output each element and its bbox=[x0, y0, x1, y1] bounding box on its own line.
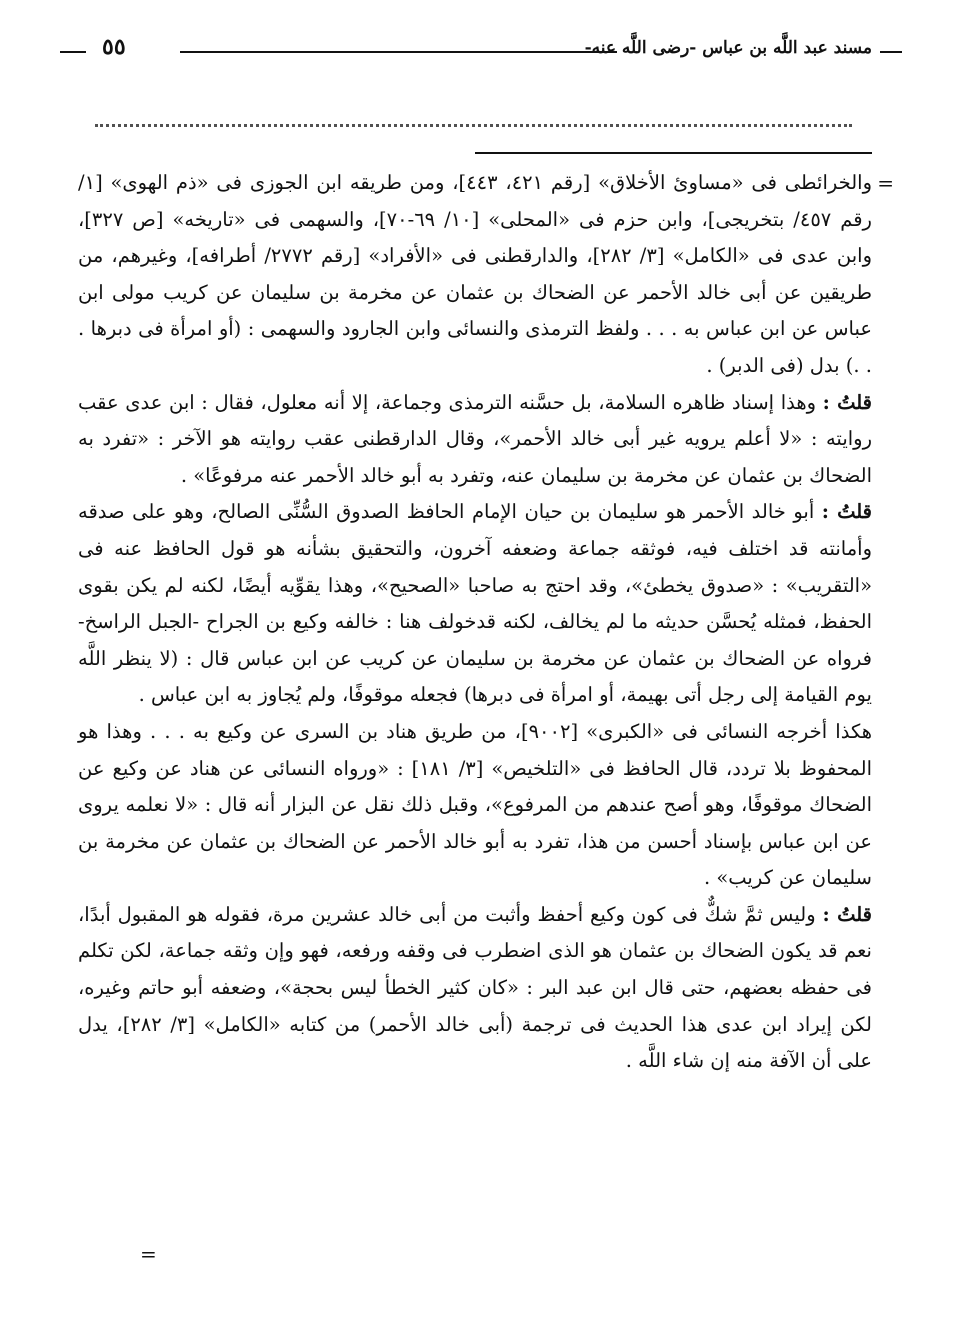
paragraph-lead: قلتُ : bbox=[822, 902, 872, 926]
continuation-mark-end: = bbox=[140, 1242, 157, 1266]
paragraph-lead: قلتُ : bbox=[822, 390, 872, 414]
paragraph-text: وليس ثمَّ شكٌّ فى كون وكيع أحفظ وأثبت من أبى خالد عشرين مرة، فقوله هو المقبول أبدًا، نعم قد يكون الضحاك بن عثمان هو الذى اضطرب فى وقفه ورفعه، فهو وإن وثقه جماعة، لكن تكلم فى حفظه بعضهم، حتى قال ابن عبد البر : «كان كثير الخطأ ليس بحجة»، وضعفه أبو حاتم وغيره، لكن إيراد ابن عدى هذا الحديث فى ترجمة (أبى خالد الأحمر) من كتابه «الكامل» [٣/ ٢٨٢]، يدل على أن الآفة منه إن شاء اللَّه . bbox=[78, 902, 872, 1073]
header-rule bbox=[180, 51, 617, 53]
paragraph-text: أبو خالد الأحمر هو سليمان بن حيان الإمام الحافظ الصدوق السُّنِّى الصالح، وهو على صدقه وأمانته قد اختلف فيه، فوثقه جماعة وضعفه آخرون، والتحقيق بشأنه هو قول الحافظ عنه فى «التقريب» : «صدوق يخطئ»، وقد احتج به صاحبا «الصحيح»، وهذا يقوِّيه أيضًا، لكنه لم يكن بقوى الحفظ، فمثله يُحسَّن حديثه ما لم يخالف، لكنه قدخولف هنا : خالفه وكيع بن الجراح -الجبل الراسخ- فرواه عن الضحاك بن عثمان عن مخرمة بن سليمان عن كريب عن ابن عباس قال : (لا ينظر اللَّه يوم القيامة إلى رجل أتى بهيمة، أو امرأة فى دبرها) فجعله موقوفًا، ولم يُجاوز به ابن عباس . bbox=[78, 500, 872, 707]
paragraph-lead: قلتُ : bbox=[821, 500, 873, 524]
footnote-body bbox=[78, 165, 894, 1080]
book-title: مسند عبد اللَّه بن عباس -رضى اللَّه عنه- bbox=[584, 38, 872, 58]
paragraph-2 bbox=[78, 385, 872, 495]
running-header bbox=[60, 34, 872, 66]
header-dash-left bbox=[60, 51, 86, 53]
page-number: ٥٥ bbox=[102, 34, 126, 60]
paragraph-5 bbox=[78, 897, 872, 1080]
paragraph-1 bbox=[78, 165, 872, 385]
paragraph-text: هكذا أخرجه النسائى فى «الكبرى» [٩٠٠٢]، من طريق هناد بن السرى عن وكيع به . . . وهذا هو المحفوظ بلا تردد، قال الحافظ فى «التلخيص» [٣/ ١٨١] : «ورواه النسائى عن هناد عن وكيع عن الضحاك موقوفًا، وهو أصح عندهم من المرفوع»، وقبل ذلك نقل عن البزار أنه قال : «لا نعلمه يروى عن ابن عباس بإسناد أحسن من هذا، تفرد به أبو خالد الأحمر عن الضحاك بن عثمان عن مخرمة بن سليمان عن كريب» . bbox=[78, 719, 872, 890]
footnote-rule bbox=[475, 152, 872, 154]
paragraph-4 bbox=[78, 714, 872, 897]
paragraph-text: والخرائطى فى «مساوئ الأخلاق» [رقم ٤٢١، ٤٤٣]، ومن طريقه ابن الجوزى فى «ذم الهوى» [١/ رقم ٤٥٧/ بتخريجى]، وابن حزم فى «المحلى» [١٠/ ٦٩-٧٠]، والسهمى فى «تاريخه» [ص ٣٢٧]، وابن عدى فى «الكامل» [٣/ ٢٨٢]، والدارقطنى فى «الأفراد» [رقم ٢٧٧٢/ أطرافه]، وغيرهم، من طريقين عن أبى خالد الأحمر عن الضحاك بن عثمان عن مخرمة بن سليمان عن كريب مولى ابن عباس عن ابن عباس به . . . ولفظ الترمذى والنسائى وابن الجارود والسهمى : (أو امرأة فى دبرها . . .) بدل (فى الدبر) . bbox=[78, 171, 873, 377]
continuation-mark-start: = bbox=[877, 171, 894, 195]
paragraph-text: وهذا إسناد ظاهره السلامة، بل حسَّنه الترمذى وجماعة، إلا أنه معلول، فقال : ابن عدى عقب روايته : «لا أعلم يرويه غير أبى خالد الأحمر»، وقال الدارقطنى عقب روايته هو الآخر : «تفرد به الضحاك بن عثمان عن مخرمة بن سليمان عنه، وتفرد به أبو خالد الأحمر عنه مرفوعًا» . bbox=[78, 390, 872, 487]
dotted-separator bbox=[95, 104, 852, 127]
paragraph-3 bbox=[78, 494, 872, 714]
header-dash-right bbox=[880, 51, 902, 53]
